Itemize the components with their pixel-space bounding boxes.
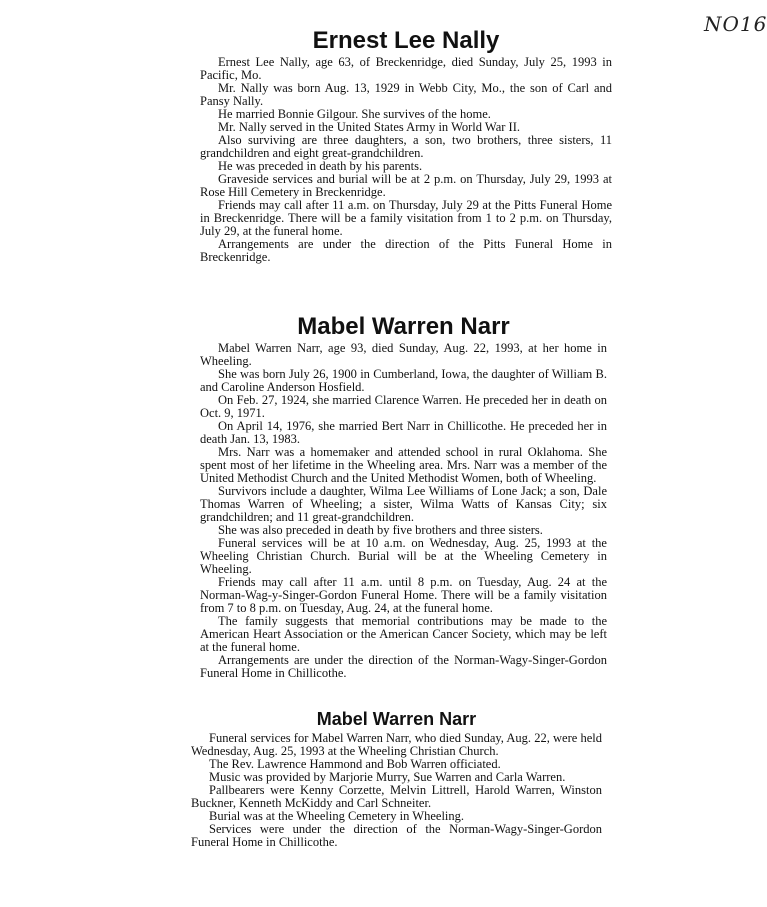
obituary-paragraph: Burial was at the Wheeling Cemetery in Wheeling.: [209, 809, 465, 823]
obituary-paragraph: Mr. Nally served in the United States Army in World War II.: [218, 120, 520, 134]
obituary-paragraph: She was also preceded in death by five brothers and three sisters.: [218, 523, 543, 537]
obituary-paragraph: Friends may call after 11 a.m. on Thursday, July 29 at the Pitts Funeral Home in Breckenridge. There will be a family visitation from 1 to 2 p.m. on Thursday, July 29, at the funeral home.: [200, 198, 612, 238]
obituary-paragraph: Funeral services will be at 10 a.m. on Wednesday, Aug. 25, 1993 at the Wheeling Christian Church. Burial will be at the Wheeling Cemetery in Wheeling.: [200, 536, 607, 576]
obituary-paragraph: On Feb. 27, 1924, she married Clarence Warren. He preceded her in death on Oct. 9, 1971.: [200, 393, 607, 420]
obituary-paragraph: On April 14, 1976, she married Bert Narr in Chillicothe. He preceded her in death Jan. 13, 1983.: [200, 419, 607, 446]
obituary-paragraph: Mabel Warren Narr, age 93, died Sunday, Aug. 22, 1993, at her home in Wheeling.: [200, 341, 607, 368]
obituary-paragraph: The Rev. Lawrence Hammond and Bob Warren officiated.: [209, 757, 501, 771]
obituary-paragraph: Music was provided by Marjorie Murry, Sue Warren and Carla Warren.: [209, 770, 566, 784]
obituary-paragraph: He was preceded in death by his parents.: [218, 159, 423, 173]
obituary-headline: Ernest Lee Nally: [312, 27, 500, 54]
obituary-paragraph: Services were under the direction of the Norman-Wagy-Singer-Gordon Funeral Home in Chillicothe.: [191, 822, 602, 849]
obituary-headline: Mabel Warren Narr: [297, 313, 510, 340]
obituary-paragraph: Pallbearers were Kenny Corzette, Melvin Littrell, Harold Warren, Winston Buckner, Kenneth McKiddy and Carl Schneiter.: [191, 783, 602, 810]
obituary-paragraph: Ernest Lee Nally, age 63, of Breckenridge, died Sunday, July 25, 1993 in Pacific, Mo.: [200, 55, 612, 82]
obituary-paragraph: Arrangements are under the direction of the Norman-Wagy-Singer-Gordon Funeral Home in Chillicothe.: [200, 653, 607, 680]
obituary-headline: Mabel Warren Narr: [316, 709, 477, 729]
obituary-ernest-lee-nally: [200, 28, 612, 264]
obituary-paragraph: Arrangements are under the direction of the Pitts Funeral Home in Breckenridge.: [200, 237, 612, 264]
obituary-paragraph: Friends may call after 11 a.m. until 8 p.m. on Tuesday, Aug. 24 at the Norman-Wag-y-Singer-Gordon Funeral Home. There will be a family visitation from 7 to 8 p.m. on Tuesday, Aug. 24, at the funeral home.: [200, 575, 607, 615]
obituary-paragraph: Also surviving are three daughters, a son, two brothers, three sisters, 11 grandchildren and eight great-grandchildren.: [200, 133, 612, 160]
obituary-paragraph: She was born July 26, 1900 in Cumberland, Iowa, the daughter of William B. and Caroline Anderson Hosfield.: [200, 367, 607, 394]
obituary-paragraph: Mr. Nally was born Aug. 13, 1929 in Webb City, Mo., the son of Carl and Pansy Nally.: [200, 81, 612, 108]
obituary-paragraph: The family suggests that memorial contributions may be made to the American Heart Association or the American Cancer Society, which may be left at the funeral home.: [200, 614, 607, 654]
obituary-paragraph: Mrs. Narr was a homemaker and attended school in rural Oklahoma. She spent most of her lifetime in the Wheeling area. Mrs. Narr was a member of the United Methodist Church and the United Methodist Women, both of Wheeling.: [200, 445, 607, 485]
obituary-paragraph: Funeral services for Mabel Warren Narr, who died Sunday, Aug. 22, were held Wednesday, Aug. 25, 1993 at the Wheeling Christian Church.: [191, 731, 602, 758]
funeral-notice-mabel-warren-narr: [191, 709, 602, 849]
obituary-paragraph: He married Bonnie Gilgour. She survives of the home.: [218, 107, 491, 121]
obituary-mabel-warren-narr: [200, 314, 607, 680]
obituary-paragraph: Graveside services and burial will be at 2 p.m. on Thursday, July 29, 1993 at Rose Hill Cemetery in Breckenridge.: [200, 172, 612, 199]
handwritten-annotation: NO16: [704, 12, 767, 36]
obituary-paragraph: Survivors include a daughter, Wilma Lee Williams of Lone Jack; a son, Dale Thomas Warren of Wheeling; a sister, Wilma Watts of Kansas City; six grandchildren; and 11 great-grandchildren.: [200, 484, 607, 524]
